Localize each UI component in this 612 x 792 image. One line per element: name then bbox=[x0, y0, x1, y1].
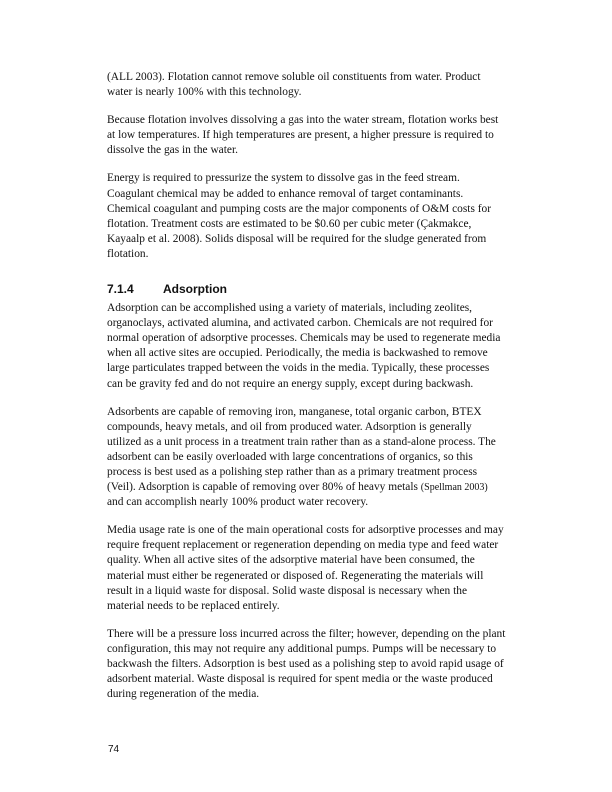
paragraph-text: Adsorbents are capable of removing iron, manganese, total organic carbon, BTEX compounds, heavy metals, and oil from produced water. Adsorption is generally utilized as a unit process in a treatment train rather than as a stand-alone process. The adsorbent can be easily overloaded with large concentrations of organics, so this process is best used as a polishing step rather than as a primary treatment process (Veil). Adsorption is capable of removing over 80% of heavy metals bbox=[107, 405, 496, 494]
paragraph-flotation-energy: Energy is required to pressurize the system to dissolve gas in the feed stream. Coagulant chemical may be added to enhance removal of target contaminants. Chemical coagulant and pumping costs are the major components of O&M costs for flotation. Treatment costs are estimated to be $0.60 per cubic meter (Çakmakce, Kayaalp et al. 2008). Solids disposal will be required for the sludge generated from flotation. bbox=[107, 172, 492, 260]
paragraph-flotation-temperature: Because flotation involves dissolving a gas into the water stream, flotation works best at low temperatures. If high temperatures are present, a higher pressure is required to dissolve the gas in the water. bbox=[107, 114, 499, 157]
section-title: Adsorption bbox=[163, 282, 227, 297]
page-number: 74 bbox=[108, 744, 120, 755]
section-heading bbox=[107, 282, 507, 297]
paragraph-adsorption-capabilities bbox=[107, 405, 507, 511]
citation: (Spellman 2003) bbox=[420, 482, 488, 494]
paragraph-flotation-summary: (ALL 2003). Flotation cannot remove soluble oil constituents from water. Product water is nearly 100% with this technology. bbox=[107, 71, 481, 99]
paragraph-adsorption-intro: Adsorption can be accomplished using a variety of materials, including zeolites, organoclays, activated alumina, and activated carbon. Chemicals are not required for normal operation of adsorptive processes. Chemicals may be used to regenerate media when all active sites are occupied. Periodically, the media is backwashed to remove large particulates trapped between the voids in the media. Typically, these processes can be gravity fed and do not require an energy supply, except during backwash. bbox=[107, 302, 501, 390]
paragraph-pressure-loss: There will be a pressure loss incurred across the filter; however, depending on the plant configuration, this may not require any additional pumps. Pumps will be necessary to backwash the filters. Adsorption is best used as a polishing step to avoid rapid usage of adsorbent material. Waste disposal is required for spent media or the waste produced during regeneration of the media. bbox=[107, 627, 506, 701]
paragraph-text-end: and can accomplish nearly 100% product water recovery. bbox=[107, 496, 369, 509]
paragraph-media-usage: Media usage rate is one of the main operational costs for adsorptive processes and may require frequent replacement or regeneration depending on media type and feed water quality. When all active sites of the adsorptive material have been consumed, the material must either be regenerated or disposed of. Regenerating the materials will result in a liquid waste for disposal. Solid waste disposal is necessary when the material needs to be replaced entirely. bbox=[107, 524, 504, 612]
document-body bbox=[107, 70, 507, 715]
section-number: 7.1.4 bbox=[107, 282, 134, 297]
